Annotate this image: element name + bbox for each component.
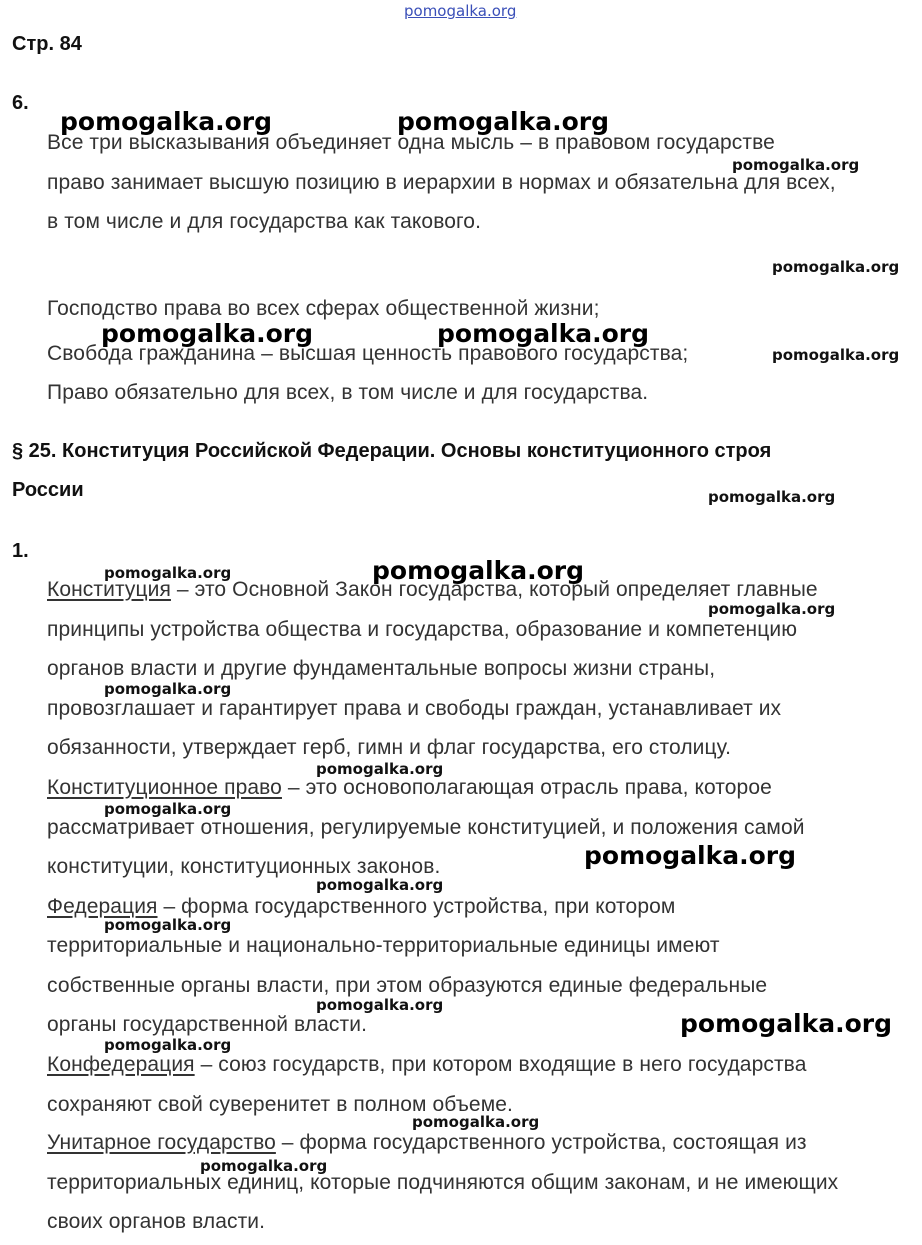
task-number: 1. — [12, 540, 29, 562]
term-konstitutsionnoe-pravo: Конституционное право — [47, 776, 282, 799]
definition-line — [47, 1131, 807, 1155]
text-line: своих органов власти. — [47, 1210, 266, 1233]
watermark: pomogalka.org — [104, 680, 232, 698]
watermark: pomogalka.org — [104, 1036, 232, 1054]
term-unitarnoe-gosudarstvo: Унитарное государство — [47, 1131, 276, 1154]
term-konfederatsiya: Конфедерация — [47, 1053, 195, 1076]
text-line: Все три высказывания объединяет одна мысль – в правовом государстве — [47, 131, 775, 154]
watermark: pomogalka.org — [584, 841, 797, 870]
section-title-continued: России — [12, 479, 84, 501]
text-line: принципы устройства общества и государства, образование и компетенцию — [47, 618, 798, 641]
watermark: pomogalka.org — [412, 1113, 540, 1131]
definition-line — [47, 1053, 806, 1077]
definition-text: – это основополагающая отрасль права, которое — [281, 776, 772, 799]
section-title: § 25. Конституция Российской Федерации. Основы конституционного строя — [12, 440, 772, 462]
watermark: pomogalka.org — [316, 996, 444, 1014]
term-federatsiya: Федерация — [47, 895, 158, 918]
watermark: pomogalka.org — [200, 1157, 328, 1175]
text-line: органов власти и другие фундаментальные вопросы жизни страны, — [47, 657, 716, 680]
text-line: рассматривает отношения, регулируемые конституцией, и положения самой — [47, 816, 805, 839]
watermark: pomogalka.org — [708, 488, 836, 506]
text-line: собственные органы власти, при этом образуются единые федеральные — [47, 974, 768, 997]
watermark: pomogalka.org — [60, 107, 273, 136]
text-line: органы государственной власти. — [47, 1013, 367, 1036]
text-line: обязанности, утверждает герб, гимн и флаг государства, его столицу. — [47, 736, 732, 759]
watermark: pomogalka.org — [772, 346, 900, 364]
text-line: сохраняют свой суверенитет в полном объеме. — [47, 1093, 513, 1116]
definition-text: – форма государственного устройства, при котором — [157, 895, 676, 918]
watermark: pomogalka.org — [397, 107, 610, 136]
text-line: территориальных единиц, которые подчиняются общим законам, и не имеющих — [47, 1171, 839, 1194]
task-number: 6. — [12, 92, 29, 114]
top-watermark: pomogalka.org — [404, 2, 517, 20]
text-line: конституции, конституционных законов. — [47, 855, 441, 878]
watermark: pomogalka.org — [772, 258, 900, 276]
definition-line — [47, 776, 772, 800]
definition-text: – союз государств, при котором входящие в него государства — [194, 1053, 807, 1076]
principle-line: Свобода гражданина – высшая ценность правового государства; — [47, 342, 689, 365]
watermark: pomogalka.org — [104, 564, 232, 582]
principle-line: Право обязательно для всех, в том числе и для государства. — [47, 381, 649, 404]
watermark: pomogalka.org — [372, 556, 585, 585]
watermark: pomogalka.org — [732, 156, 860, 174]
watermark: pomogalka.org — [104, 800, 232, 818]
definition-text: – форма государственного устройства, состоящая из — [275, 1131, 807, 1154]
watermark: pomogalka.org — [101, 319, 314, 348]
watermark: pomogalka.org — [104, 916, 232, 934]
text-line: территориальные и национально-территориальные единицы имеют — [47, 934, 720, 957]
page-label: Стр. 84 — [12, 33, 82, 55]
text-line: право занимает высшую позицию в иерархии в нормах и обязательна для всех, — [47, 171, 836, 194]
principle-line: Господство права во всех сферах общественной жизни; — [47, 297, 600, 320]
watermark: pomogalka.org — [680, 1009, 893, 1038]
text-line: в том числе и для государства как такового. — [47, 210, 482, 233]
watermark: pomogalka.org — [437, 319, 650, 348]
text-line: провозглашает и гарантирует права и свободы граждан, устанавливает их — [47, 697, 782, 720]
watermark: pomogalka.org — [316, 876, 444, 894]
term-konstitutsiya: Конституция — [47, 578, 171, 601]
watermark: pomogalka.org — [316, 760, 444, 778]
watermark: pomogalka.org — [708, 600, 836, 618]
definition-text: – это Основной Закон государства, который определяет главные — [170, 578, 818, 601]
